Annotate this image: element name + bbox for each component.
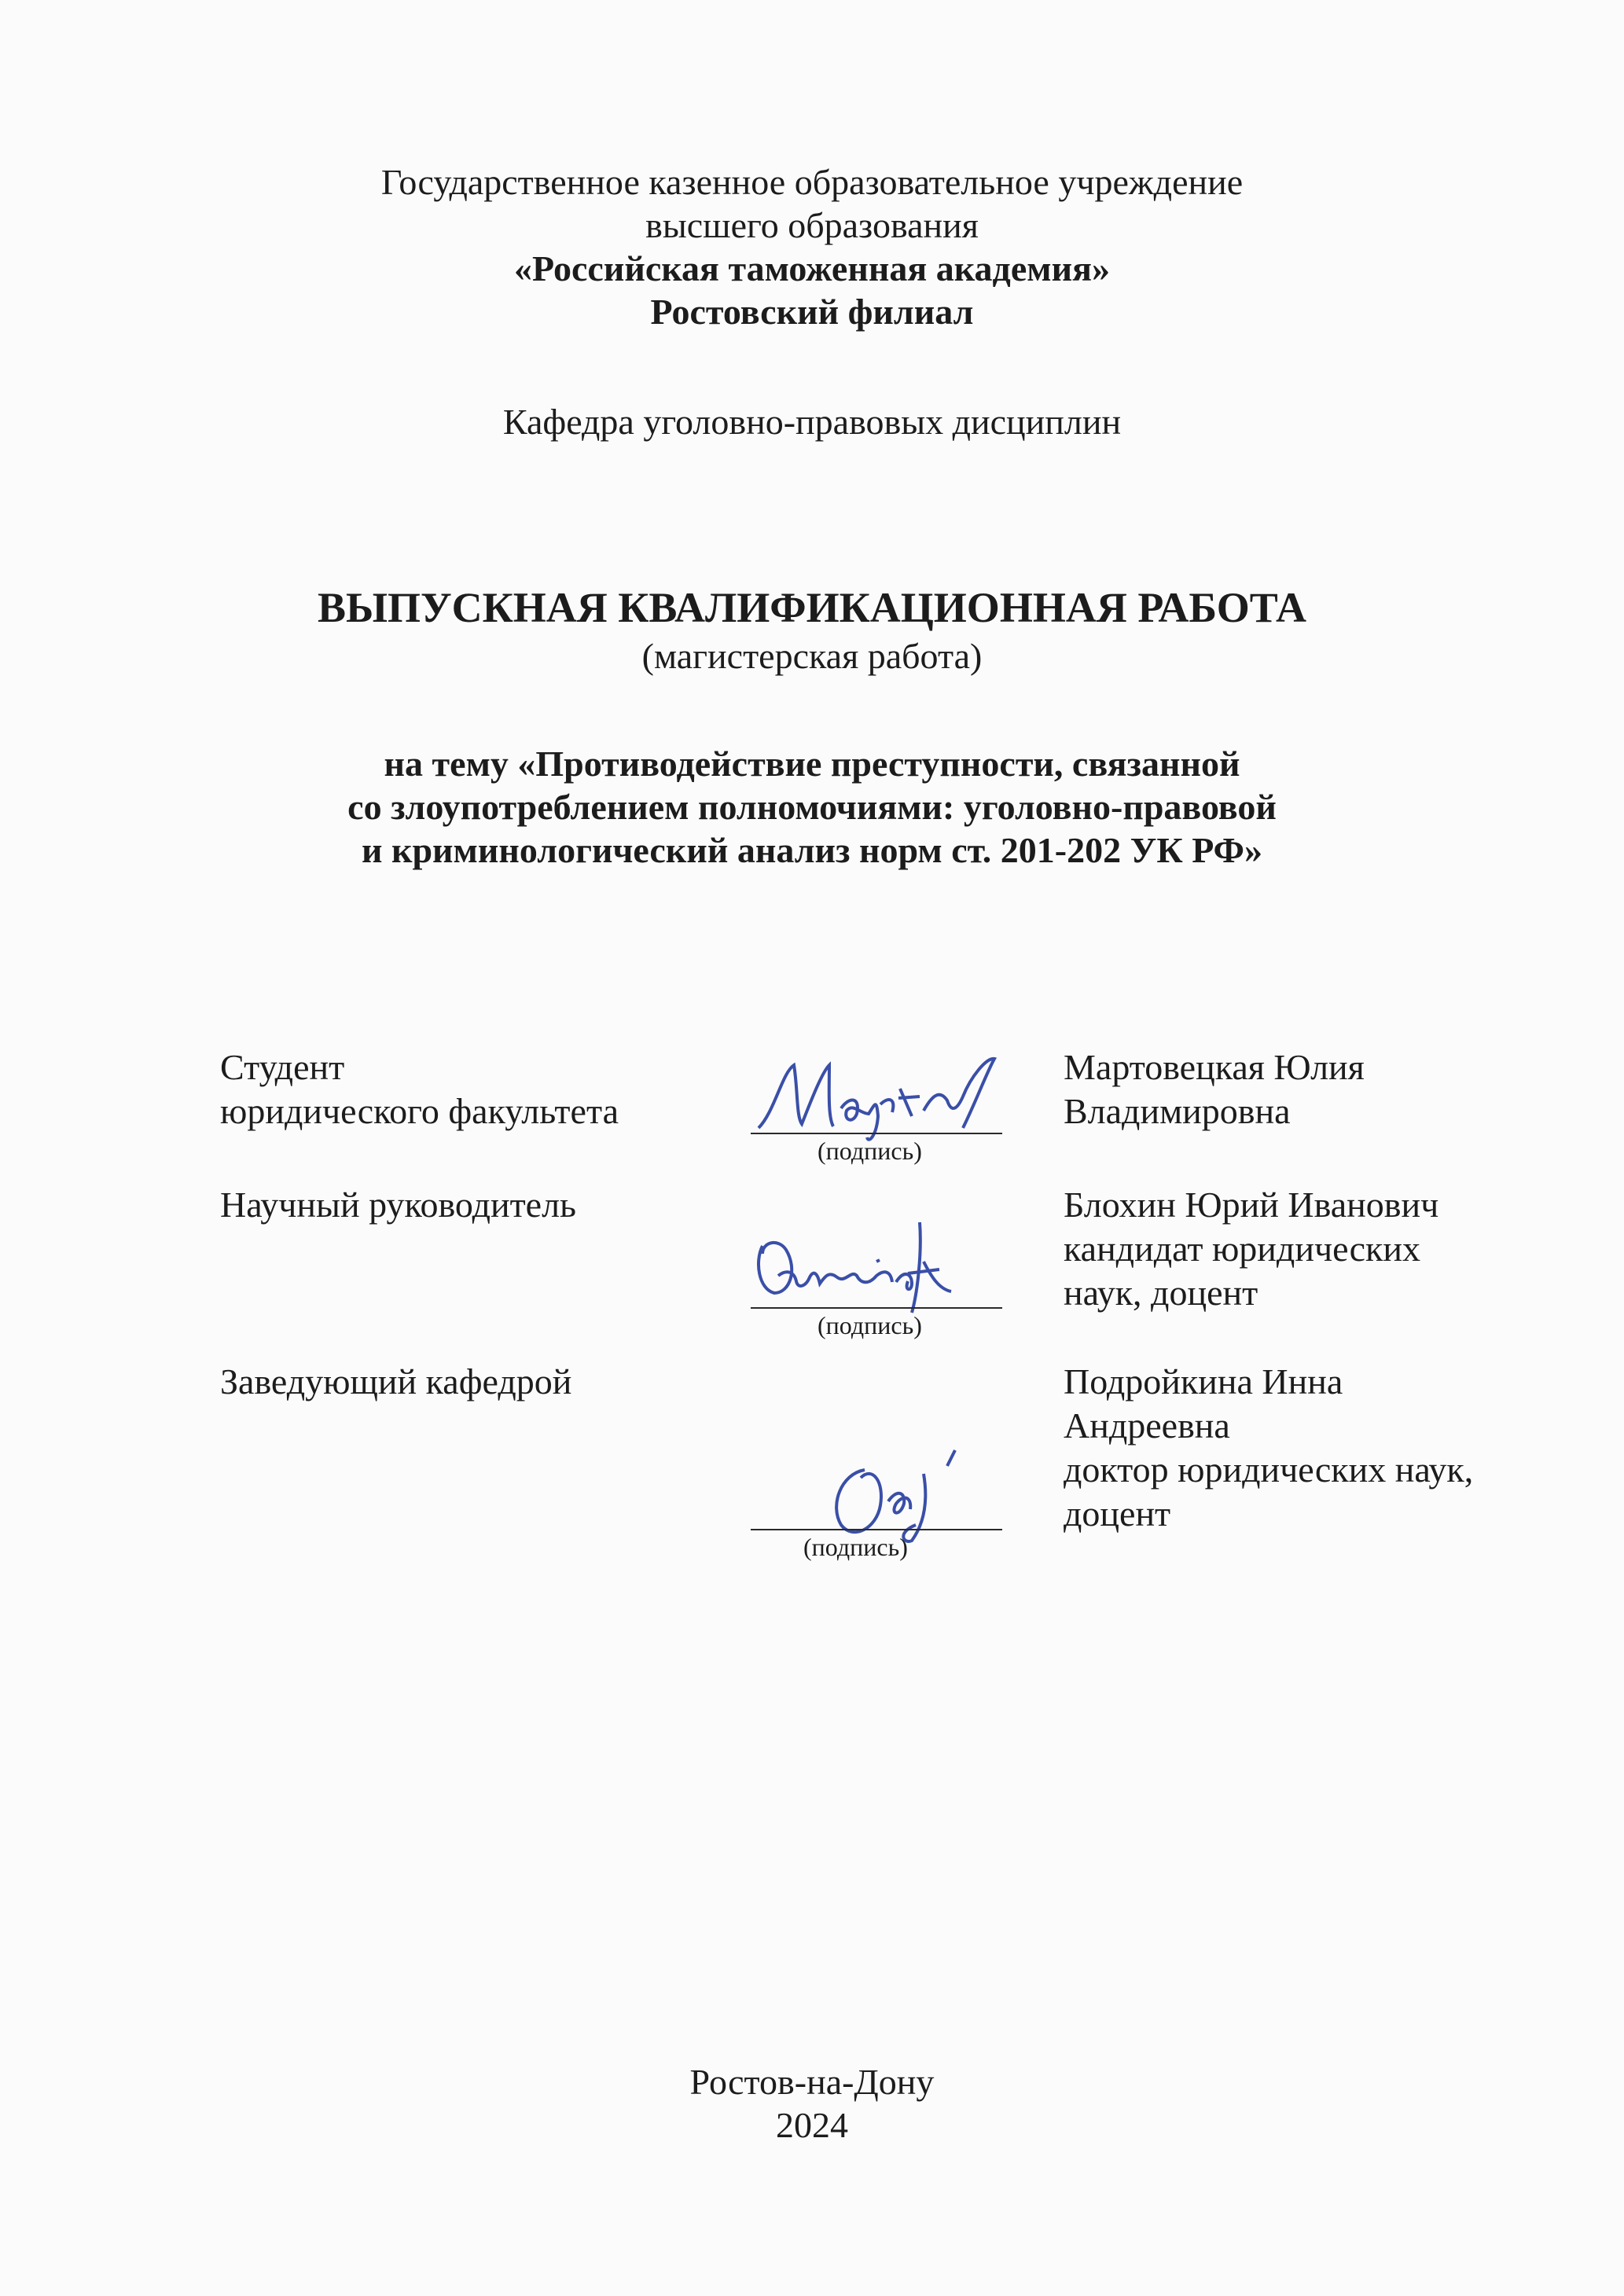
institution-line-1: Государственное казенное образовательное учреждение [380, 162, 1244, 202]
name-line-2: кандидат юридических [1064, 1229, 1421, 1269]
student-signature-image [751, 1041, 1002, 1144]
name-line-1: Блохин Юрий Иванович [1064, 1185, 1439, 1225]
academy-name: «Российская таможенная академия» [514, 248, 1110, 288]
topic-line-3: и криминологический анализ норм ст. 201-202 УК РФ» [361, 830, 1263, 870]
role-line-1: Заведующий кафедрой [220, 1361, 572, 1401]
institution-line-2: высшего образования [645, 205, 979, 245]
department-name: Кафедра уголовно-правовых дисциплин [502, 402, 1122, 442]
work-subtitle: (магистерская работа) [641, 636, 983, 676]
role-line-1: Научный руководитель [220, 1185, 577, 1225]
topic-line-2: со злоупотреблением полномочиями: уголовно-правовой [347, 787, 1277, 827]
head-signature-line [751, 1529, 1002, 1530]
student-signature-line [751, 1133, 1002, 1134]
footer-city: Ростов-на-Дону [689, 2062, 935, 2102]
work-title: ВЫПУСКНАЯ КВАЛИФИКАЦИОННАЯ РАБОТА [317, 584, 1307, 631]
name-line-2: Владимировна [1064, 1091, 1291, 1131]
student-signature-caption: (подпись) [818, 1137, 922, 1165]
topic-line-1: на тему «Противодействие преступности, связанной [384, 744, 1240, 784]
role-line-2: юридического факультета [220, 1091, 619, 1131]
name-line-1: Мартовецкая Юлия [1064, 1047, 1365, 1087]
role-line-1: Студент [220, 1047, 345, 1087]
name-line-3: наук, доцент [1064, 1273, 1258, 1313]
footer-year: 2024 [776, 2105, 848, 2145]
name-line-1: Подройкина Инна [1064, 1361, 1343, 1401]
name-line-4: доцент [1064, 1493, 1171, 1534]
name-line-2: Андреевна [1064, 1405, 1230, 1446]
supervisor-signature-line [751, 1307, 1002, 1309]
name-line-3: доктор юридических наук, [1064, 1449, 1474, 1490]
head-signature-caption: (подпись) [803, 1533, 908, 1561]
supervisor-signature-image [751, 1214, 987, 1321]
supervisor-signature-caption: (подпись) [818, 1311, 922, 1339]
branch-name: Ростовский филиал [650, 292, 974, 332]
